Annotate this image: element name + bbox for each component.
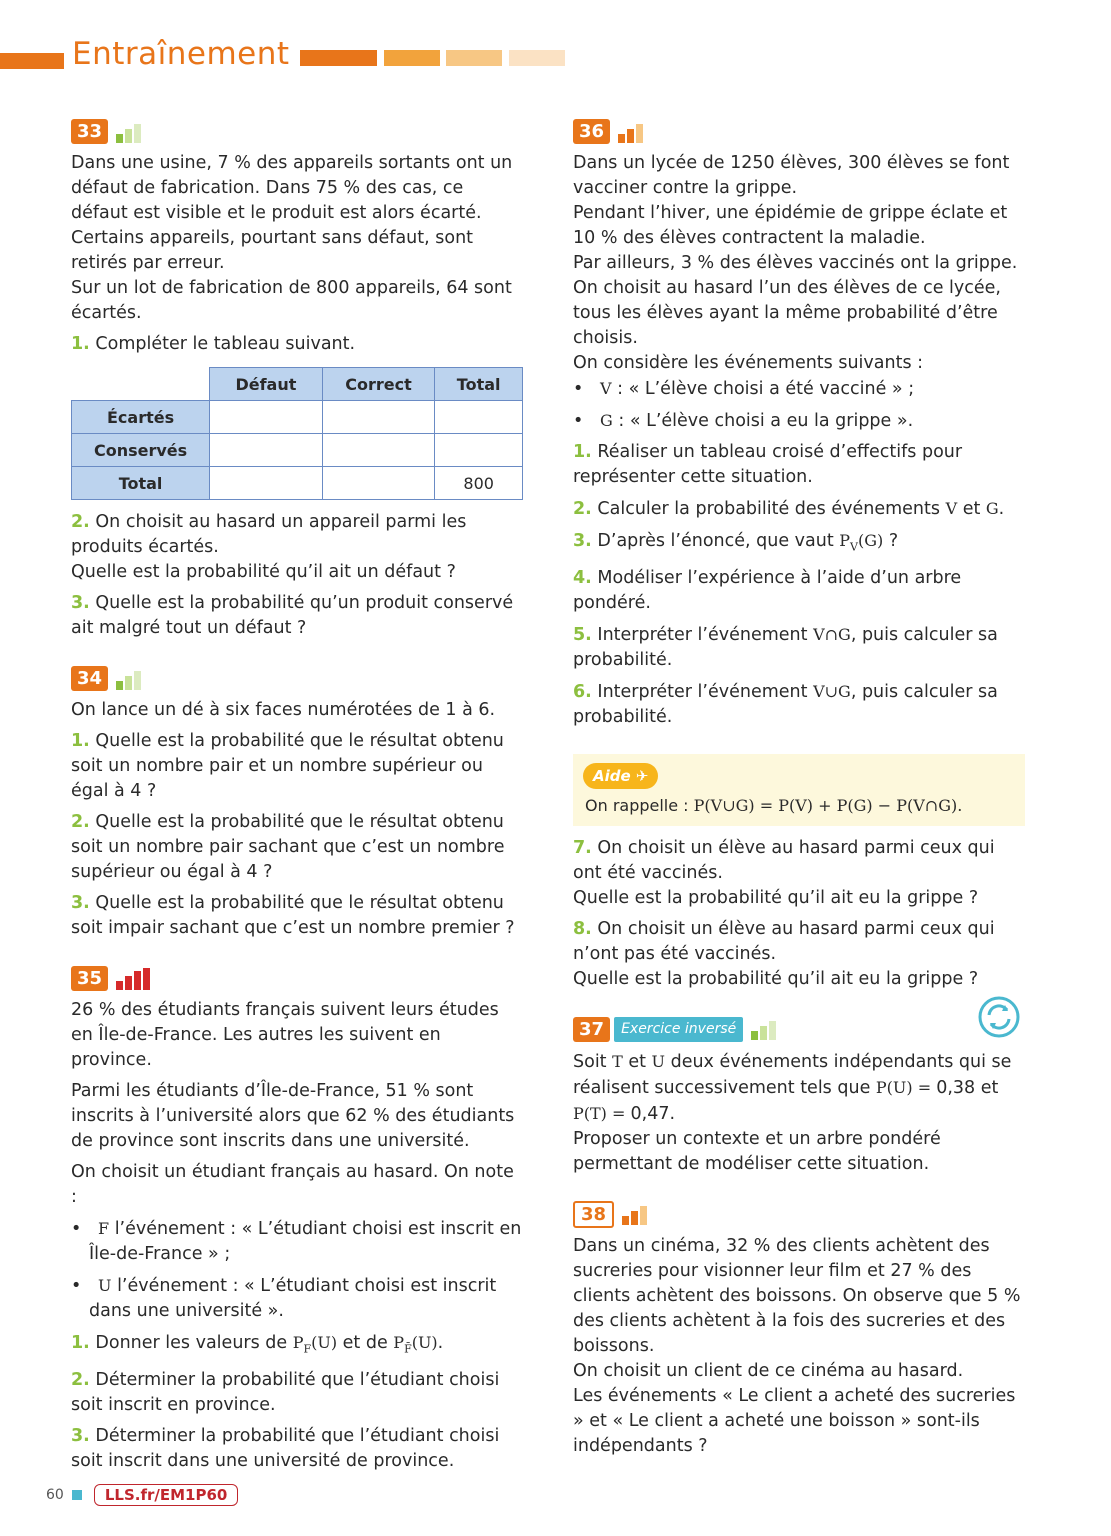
question-text: Quelle est la probabilité que le résultat obtenu soit un nombre pair et un nombre supérieur ou égal à 4 ? <box>71 731 504 801</box>
table-header: Défaut <box>210 368 323 401</box>
question-text: Déterminer la probabilité que l’étudiant choisi soit inscrit en province. <box>71 1369 500 1415</box>
cycle-icon[interactable] <box>978 996 1020 1038</box>
math-symbol: V∩G <box>813 624 851 644</box>
inverse-exercise-tag: Exercice inversé <box>614 1017 743 1042</box>
help-text: On rappelle : <box>585 795 694 815</box>
difficulty-easy-icon <box>116 668 143 690</box>
list-item: • F l’événement : « L’étudiant choisi est inscrit en Île-de-France » ; <box>71 1219 522 1264</box>
question-text: Quelle est la probabilité que le résultat obtenu soit impair sachant que c’est un nombre premier ? <box>71 893 515 938</box>
exercise-text: Dans une usine, 7 % des appareils sortants ont un défaut de fabrication. Dans 75 % des cas, ce défaut est visible et le produit est alors écarté. <box>71 153 513 223</box>
exercise-text: Par ailleurs, 3 % des élèves vaccinés ont la grippe. <box>573 253 1018 273</box>
question-number: 3. <box>573 531 592 551</box>
math-symbol: V∪G <box>813 681 851 701</box>
question-number: 3. <box>71 1425 90 1446</box>
question-number: 2. <box>71 512 90 532</box>
question-text: Donner les valeurs de <box>95 1333 293 1353</box>
table-row-label: Écartés <box>72 401 210 434</box>
left-column <box>71 118 523 1498</box>
exercise-number: 37 <box>573 1017 610 1042</box>
question <box>71 1424 523 1474</box>
question <box>71 510 523 560</box>
question-text: , puis calculer sa probabilité. <box>573 624 998 670</box>
list-item: • G : « L’élève choisi a eu la grippe ». <box>573 411 914 431</box>
question <box>71 591 523 641</box>
table-row-label: Conservés <box>72 434 210 467</box>
question-number: 8. <box>573 918 592 939</box>
footer <box>46 1484 238 1506</box>
header-bar <box>509 50 565 66</box>
question <box>573 917 1025 967</box>
question-text: Calculer la probabilité des événements <box>597 499 946 519</box>
frequency-table <box>71 367 523 500</box>
question-text: et <box>957 499 986 519</box>
exercise-text: On choisit au hasard l’un des élèves de ce lycée, tous les élèves ayant la même probabilité d’être choisis. <box>573 278 1001 348</box>
question-text: On choisit un élève au hasard parmi ceux qui ont été vaccinés. <box>573 837 995 883</box>
table-cell <box>435 434 523 467</box>
footer-square-icon <box>72 1490 82 1500</box>
table-header: Total <box>435 368 523 401</box>
math-symbol: (G) <box>857 531 884 550</box>
list-item-text: : « L’élève choisi a été vacciné » ; <box>611 379 915 399</box>
question <box>573 528 1025 560</box>
value: 0,47 <box>630 1103 670 1124</box>
question-text: Compléter le tableau suivant. <box>95 334 356 354</box>
question-text: ? <box>883 531 899 551</box>
math-symbol: G <box>600 411 613 430</box>
help-label: Aide <box>593 766 631 785</box>
math-subscript: F̄ <box>404 1342 412 1356</box>
page-number: 60 <box>46 1487 64 1503</box>
exercise-text: On choisit un étudiant français au hasard. On note : <box>71 1162 514 1207</box>
question <box>573 679 1025 730</box>
page-header <box>0 36 600 76</box>
exercise-text: On lance un dé à six faces numérotées de 1 à 6. <box>71 700 496 720</box>
question <box>573 622 1025 673</box>
question-text: Quelle est la probabilité qu’il ait eu la grippe ? <box>573 968 979 989</box>
table-header: Correct <box>322 368 435 401</box>
question-text: Interpréter l’événement <box>597 624 814 645</box>
math-symbol: V <box>600 379 612 398</box>
exercise-text: On choisit un client de ce cinéma au hasard. <box>573 1360 964 1381</box>
exercise-33 <box>71 118 523 641</box>
question-number: 3. <box>71 893 90 913</box>
value: 0,38 <box>936 1077 976 1098</box>
question <box>71 810 523 885</box>
math-symbol: P <box>393 1333 405 1352</box>
exercise-text: Certains appareils, pourtant sans défaut, sont retirés par erreur. <box>71 228 474 273</box>
math-formula: P(V∪G) = P(V) + P(G) − P(V∩G). <box>693 795 963 815</box>
text: deux événements indépendants qui se réalisent successivement tels que <box>573 1051 1012 1098</box>
table-cell <box>322 467 435 500</box>
help-box <box>573 754 1025 826</box>
difficulty-easy-icon <box>751 1018 778 1040</box>
exercise-text: Sur un lot de fabrication de 800 appareils, 64 sont écartés. <box>71 278 512 323</box>
table-cell <box>210 401 323 434</box>
question-text: Quelle est la probabilité qu’il ait eu la grippe ? <box>573 887 979 908</box>
question-number: 2. <box>573 499 592 519</box>
table-cell <box>322 401 435 434</box>
question-number: 3. <box>71 593 90 613</box>
math-symbol: G <box>985 499 999 518</box>
exercise-text: Pendant l’hiver, une épidémie de grippe éclate et 10 % des élèves contractent la maladie. <box>573 203 1008 248</box>
exercise-text: Proposer un contexte et un arbre pondéré permettant de modéliser cette situation. <box>573 1128 941 1174</box>
math-symbol: P(U) = <box>875 1077 937 1097</box>
question-text: . <box>998 499 1005 519</box>
question <box>71 729 523 804</box>
question <box>573 496 1025 522</box>
text: Soit <box>573 1051 613 1072</box>
exercise-34 <box>71 665 523 941</box>
exercise-35 <box>71 965 523 1474</box>
question-number: 2. <box>71 812 90 832</box>
math-subscript: F <box>303 1342 312 1356</box>
math-symbol: P(T) = <box>573 1103 631 1123</box>
math-symbol: U <box>98 1276 112 1295</box>
question <box>573 566 1025 616</box>
help-badge <box>583 763 658 789</box>
header-bar <box>300 50 377 66</box>
question-text: Interpréter l’événement <box>597 681 814 702</box>
question-text: Réaliser un tableau croisé d’effectifs pour représenter cette situation. <box>573 442 963 487</box>
list-item-text: : « L’élève choisi a eu la grippe ». <box>612 411 914 431</box>
exercise-37 <box>573 1016 1025 1177</box>
exercise-text: Dans un cinéma, 32 % des clients achètent des sucreries pour visionner leur film et 27 % des clients achètent des boissons. On observe que 5 % des clients achètent à la fois des sucreries et des boissons. <box>573 1235 1021 1356</box>
question-number: 7. <box>573 837 592 858</box>
exercise-text: Les événements « Le client a acheté des sucreries » et « Le client a acheté une boisson » sont-ils indépendants ? <box>573 1385 1016 1456</box>
question-text: D’après l’énoncé, que vaut <box>597 531 840 551</box>
question-number: 1. <box>71 1333 90 1353</box>
text: . <box>669 1103 676 1124</box>
question <box>573 836 1025 886</box>
text: et <box>975 1077 999 1098</box>
question-number: 1. <box>573 442 592 462</box>
difficulty-medium-icon <box>618 121 645 143</box>
question-number: 1. <box>71 731 90 751</box>
question-text: Déterminer la probabilité que l’étudiant choisi soit inscrit dans une université de province. <box>71 1425 500 1471</box>
math-symbol: U <box>651 1051 666 1071</box>
table-cell: 800 <box>435 467 523 500</box>
table-cell <box>435 401 523 434</box>
header-bar <box>384 50 440 66</box>
exercise-text: Dans un lycée de 1250 élèves, 300 élèves se font vacciner contre la grippe. <box>573 153 1010 198</box>
table-row-label: Total <box>72 467 210 500</box>
math-symbol: F <box>98 1219 110 1238</box>
question <box>71 1368 523 1418</box>
question <box>71 1330 523 1362</box>
exercise-text: On considère les événements suivants : <box>573 353 924 373</box>
exercise-text: 26 % des étudiants français suivent leurs études en Île-de-France. Les autres les suivent en province. <box>71 1000 499 1070</box>
exercise-number: 38 <box>573 1201 614 1228</box>
question-text: Modéliser l’expérience à l’aide d’un arbre pondéré. <box>573 567 962 613</box>
question-text: On choisit au hasard un appareil parmi les produits écartés. <box>71 512 467 557</box>
list-item-text: l’événement : « L’étudiant choisi est inscrit dans une université ». <box>89 1276 497 1321</box>
math-symbol: (U) <box>311 1333 338 1352</box>
table-cell <box>210 434 323 467</box>
difficulty-medium-icon <box>622 1203 649 1225</box>
question-text: Quelle est la probabilité que le résultat obtenu soit un nombre pair sachant que c’est un nombre supérieur ou égal à 4 ? <box>71 812 505 882</box>
exercise-text: Parmi les étudiants d’Île-de-France, 51 % sont inscrits à l’université alors que 62 % des étudiants de province sont inscrits dans une université. <box>71 1081 515 1151</box>
question-number: 1. <box>71 334 90 354</box>
exercise-number: 36 <box>573 119 610 144</box>
header-bar <box>446 50 502 66</box>
math-symbol: (U) <box>411 1333 438 1352</box>
exercise-36 <box>573 118 1025 992</box>
exercise-number: 34 <box>71 666 108 691</box>
exercise-text <box>573 1049 1025 1127</box>
question-number: 2. <box>71 1369 90 1390</box>
question-text: Quelle est la probabilité qu’il ait un défaut ? <box>71 562 456 582</box>
math-symbol: P <box>839 531 851 550</box>
math-subscript: V <box>850 540 858 554</box>
header-bar <box>0 53 64 69</box>
question <box>573 440 1025 490</box>
question-text: , puis calculer sa probabilité. <box>573 681 998 727</box>
question-text: Quelle est la probabilité qu’un produit conservé ait malgré tout un défaut ? <box>71 593 514 638</box>
question-number: 5. <box>573 624 592 645</box>
resource-link[interactable]: LLS.fr/EM1P60 <box>94 1484 239 1506</box>
difficulty-easy-icon <box>116 121 143 143</box>
page-title: Entraînement <box>72 36 290 72</box>
list-item: • U l’événement : « L’étudiant choisi est inscrit dans une université ». <box>71 1276 497 1321</box>
math-symbol: T <box>612 1051 623 1071</box>
question <box>71 891 523 941</box>
math-symbol: V <box>945 499 958 518</box>
exercise-number: 35 <box>71 966 108 991</box>
question-number: 4. <box>573 567 592 588</box>
question-text: et de <box>337 1333 394 1353</box>
table-cell <box>322 434 435 467</box>
rocket-icon: ✈ <box>635 766 649 785</box>
exercise-number: 33 <box>71 119 108 144</box>
exercise-38 <box>573 1201 1025 1459</box>
difficulty-hard-icon <box>116 968 152 990</box>
list-item-text: l’événement : « L’étudiant choisi est inscrit en Île-de-France » ; <box>89 1219 522 1264</box>
math-symbol: P <box>292 1333 304 1352</box>
table-cell <box>210 467 323 500</box>
question-number: 6. <box>573 681 592 702</box>
text: et <box>622 1051 652 1072</box>
question-text: On choisit un élève au hasard parmi ceux qui n’ont pas été vaccinés. <box>573 918 995 964</box>
list-item: • V : « L’élève choisi a été vacciné » ; <box>573 379 915 399</box>
question <box>71 332 523 357</box>
right-column <box>573 118 1025 1483</box>
question-text: . <box>437 1333 444 1353</box>
